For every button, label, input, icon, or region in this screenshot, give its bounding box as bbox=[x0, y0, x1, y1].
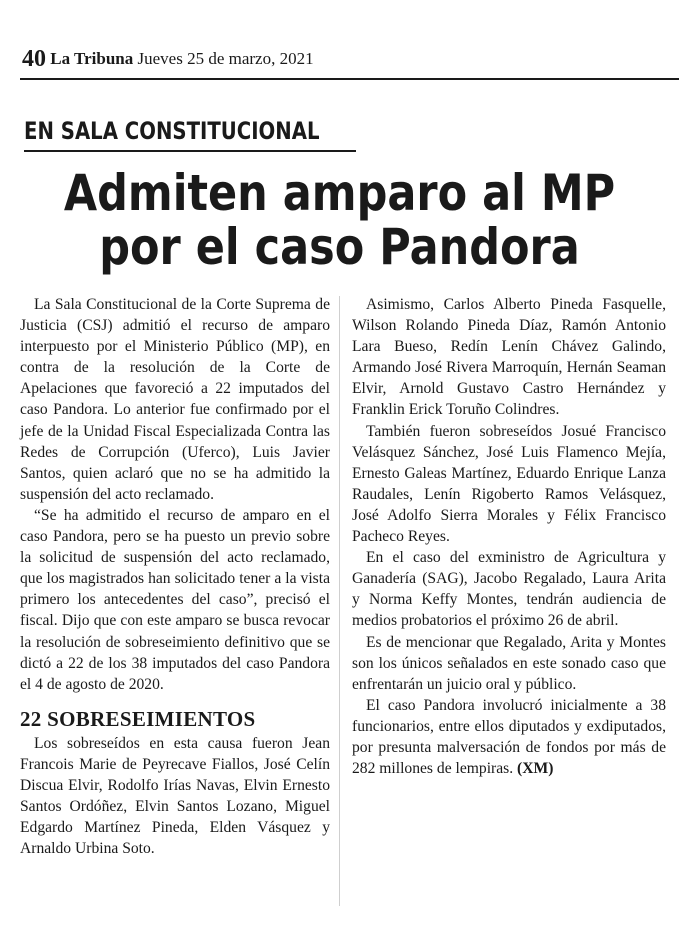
paragraph-7: Es de mencionar que Regalado, Arita y Montes son los únicos señalados en este sonado caso que enfrentarán un juicio oral y público. bbox=[352, 633, 666, 693]
article-column-left bbox=[20, 294, 330, 859]
paragraph-2: “Se ha admitido el recurso de amparo en el caso Pandora, pero se ha puesto un previo sobre la solicitud de suspensión del acto reclamado, que los magistrados han solicitado tener a la vista primero los antecedentes del caso”, precisó el fiscal. Dijo que con este amparo se busca revocar la resolución de sobreseimiento definitivo que se dictó a 22 de los 38 imputados del caso Pandora el 4 de agosto de 2020. bbox=[20, 506, 330, 693]
headline-line-1: Admiten amparo al MP bbox=[63, 164, 616, 222]
paragraph-6: En el caso del exministro de Agricultura y Ganadería (SAG), Jacobo Regalado, Laura Arita y Norma Keffy Montes, tendrán audiencia de medios probatorios el próximo 26 de abril. bbox=[352, 549, 666, 630]
masthead bbox=[22, 48, 314, 70]
article-column-right bbox=[352, 294, 666, 779]
author-initials: (XM) bbox=[517, 760, 554, 778]
subheading: 22 SOBRESEIMIENTOS bbox=[20, 706, 256, 731]
section-kicker: EN SALA CONSTITUCIONAL bbox=[24, 117, 320, 145]
page-number: 40 bbox=[22, 46, 46, 72]
paragraph-1: La Sala Constitucional de la Corte Suprema de Justicia (CSJ) admitió el recurso de amparo interpuesto por el Ministerio Público (MP), en contra de la resolución de la Corte de Apelaciones que favoreció a 22 imputados del caso Pandora. Lo anterior fue confirmado por el jefe de la Unidad Fiscal Especializada Contra las Redes de Corrupción (Uferco), Luis Javier Santos, quien aclaró que no se ha admitido la suspensión del acto reclamado. bbox=[20, 296, 330, 503]
paragraph-4: Asimismo, Carlos Alberto Pineda Fasquelle, Wilson Rolando Pineda Díaz, Ramón Antonio Lara Bueso, Redín Lenín Chávez Galindo, Armando José Rivera Marroquín, Hernán Seaman Elvir, Arnold Gustavo Castro Hernández y Franklin Erick Toruño Colindres. bbox=[352, 296, 666, 419]
newspaper-name: La Tribuna bbox=[50, 49, 134, 68]
paragraph-8 bbox=[352, 695, 666, 779]
column-divider bbox=[339, 296, 340, 906]
masthead-rule bbox=[20, 78, 679, 80]
paragraph-8-text: El caso Pandora involucró inicialmente a 38 funcionarios, entre ellos diputados y exdiputados, por presunta malversación de fondos por más de 282 millones de lempiras. bbox=[352, 696, 666, 778]
issue-date: Jueves 25 de marzo, 2021 bbox=[137, 49, 314, 68]
headline-line-2: por el caso Pandora bbox=[99, 218, 580, 276]
paragraph-5: También fueron sobreseídos Josué Francisco Velásquez Sánchez, José Luis Flamenco Mejía, Ernesto Galeas Martínez, Eduardo Enrique Lanza Raudales, Lenín Rigoberto Ramos Velásquez, José Adolfo Sierra Morales y Félix Francisco Pacheco Reyes. bbox=[352, 422, 666, 546]
kicker-underline bbox=[24, 150, 356, 152]
headline bbox=[0, 166, 679, 274]
paragraph-3: Los sobreseídos en esta causa fueron Jean Francois Marie de Peyrecave Fiallos, José Celín Discua Elvir, Rodolfo Irías Navas, Elvin Ernesto Santos Ordóñez, Elvin Santos Lozano, Miguel Edgardo Martínez Pineda, Elden Vásquez y Arnaldo Urbina Soto. bbox=[20, 734, 330, 858]
